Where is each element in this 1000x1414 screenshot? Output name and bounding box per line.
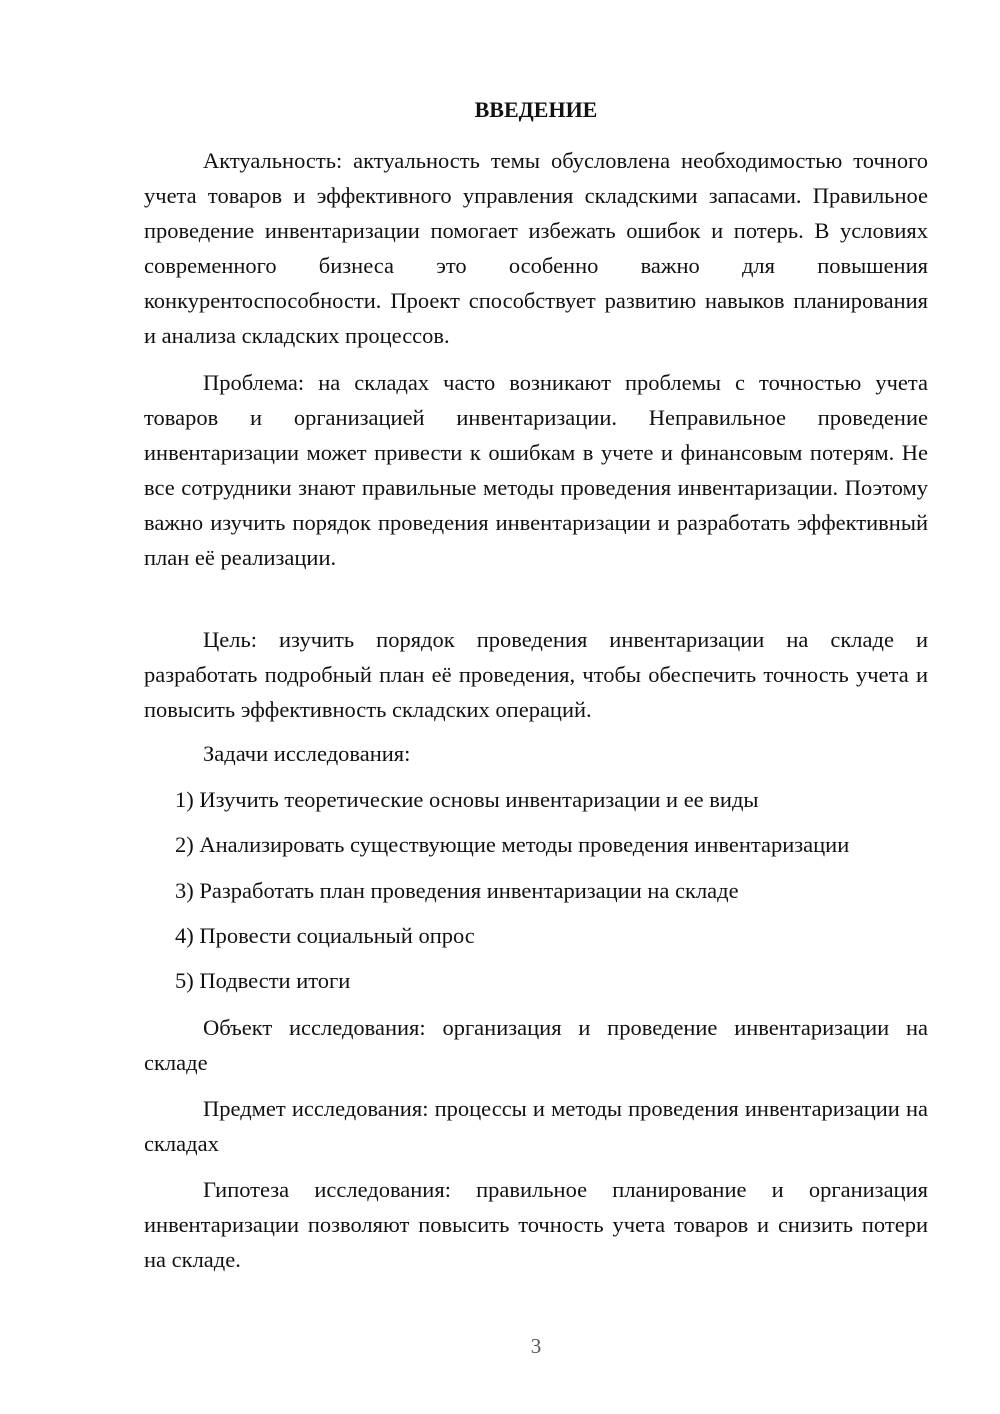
- problem-paragraph: Проблема: на складах часто возникают проблемы с точностью учета товаров и организацией инвентаризации. Неправильное проведение инвентаризации может привести к ошибкам в учете и финансовым потерям. Не все сотрудники знают правильные методы проведения инвентаризации. Поэтому важно изучить порядок проведения инвентаризации и разработать эффективный план её реализации.: [144, 370, 928, 570]
- task-item-2: 2) Анализировать существующие методы проведения инвентаризации: [175, 832, 850, 857]
- task-item-3: 3) Разработать план проведения инвентаризации на складе: [175, 878, 739, 903]
- hypothesis-paragraph: Гипотеза исследования: правильное планирование и организация инвентаризации позволяют повысить точность учета товаров и снизить потери на складе.: [144, 1177, 928, 1272]
- relevance-paragraph: Актуальность: актуальность темы обусловлена необходимостью точного учета товаров и эффективного управления складскими запасами. Правильное проведение инвентаризации помогает избежать ошибок и потерь. В условиях современного бизнеса это особенно важно для повышения конкурентоспособности. Проект способствует развитию навыков планирования и анализа складских процессов.: [144, 148, 928, 348]
- page-number: 3: [530, 1334, 542, 1358]
- subject-paragraph: Предмет исследования: процессы и методы проведения инвентаризации на складах: [144, 1096, 928, 1156]
- goal-paragraph: Цель: изучить порядок проведения инвентаризации на складе и разработать подробный план её проведения, чтобы обеспечить точность учета и повысить эффективность складских операций.: [144, 627, 928, 722]
- object-paragraph: Объект исследования: организация и проведение инвентаризации на складе: [144, 1015, 928, 1075]
- tasks-heading: Задачи исследования:: [203, 741, 411, 766]
- task-item-5: 5) Подвести итоги: [175, 968, 351, 993]
- task-item-1: 1) Изучить теоретические основы инвентаризации и ее виды: [175, 787, 759, 812]
- task-item-4: 4) Провести социальный опрос: [175, 923, 475, 948]
- section-title: ВВЕДЕНИЕ: [474, 97, 598, 122]
